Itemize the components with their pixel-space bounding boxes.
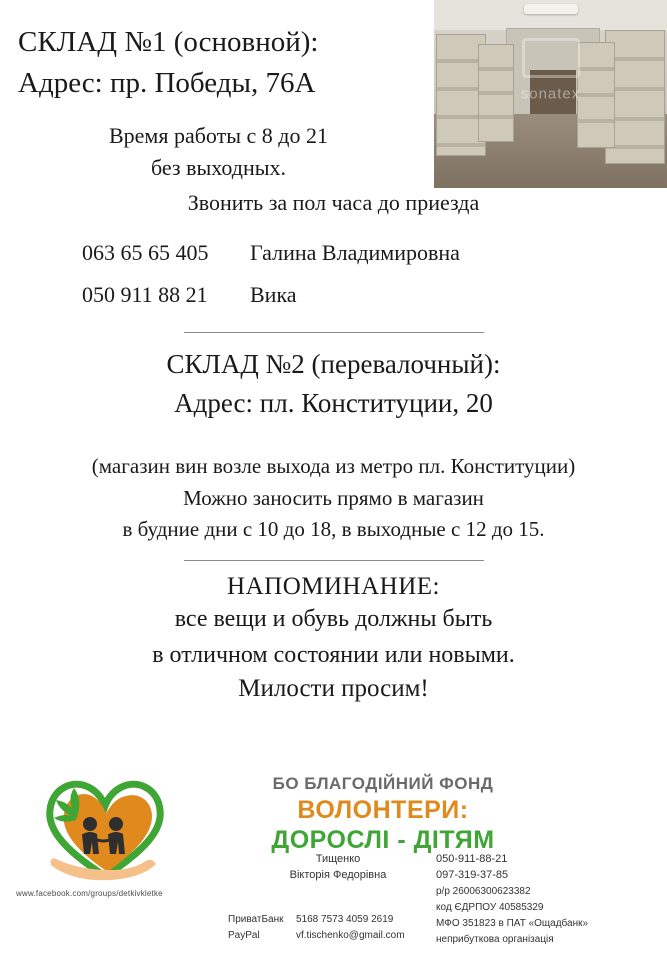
contact-phone[interactable]: 050 911 88 21	[82, 281, 208, 307]
warehouse2-note-line3: в будние дни с 10 до 18, в выходные с 12 до 15.	[122, 517, 545, 542]
requisite-edrpou: код ЄДРПОУ 40585329	[436, 902, 544, 913]
contact-fullname: Вікторія Федорівна	[289, 868, 387, 881]
bank-row	[228, 912, 405, 928]
photo-shelf-board	[578, 93, 614, 97]
photo-shelf-board	[437, 143, 485, 147]
warehouse2-notes	[0, 451, 667, 546]
photo-shelf-board	[578, 119, 614, 123]
photo-shelf-board	[578, 67, 614, 71]
photo-shelf-board	[479, 91, 513, 95]
contact-name: Вика	[250, 281, 297, 307]
requisite-nonprofit: неприбуткова організація	[436, 934, 554, 945]
warehouse2-note-line2: Можно заносить прямо в магазин	[183, 485, 484, 510]
warehouse1-hours-line2: без выходных.	[150, 155, 287, 181]
fund-phone-2[interactable]: 097-319-37-85	[436, 868, 509, 881]
warehouse2-title: СКЛАД №2 (перевалочный):	[166, 349, 501, 379]
divider	[184, 332, 484, 333]
warehouse1-title: СКЛАД №1 (основной):	[18, 26, 319, 58]
reminder-line1: все вещи и обувь должны быть	[174, 605, 493, 632]
warehouse2-heading	[0, 345, 667, 423]
fund-line1: БО БЛАГОДІЙНИЙ ФОНД	[272, 774, 494, 793]
fund-name	[218, 774, 548, 855]
reminder-line3: Милости просим!	[238, 674, 429, 702]
heart-hand-children-icon	[30, 772, 180, 884]
photo-shelf-rack	[478, 44, 514, 142]
photo-shelf-board	[479, 115, 513, 119]
photo-lamp	[524, 4, 578, 14]
photo-shelf-rack	[577, 42, 615, 148]
warehouse1-address: Адрес: пр. Победы, 76А	[18, 67, 316, 100]
warehouse1-hours-line1: Время работы с 8 до 21	[108, 123, 328, 149]
reminder-block	[0, 573, 667, 703]
reminder-line2: в отличном состоянии или новыми.	[152, 641, 515, 668]
divider	[184, 560, 484, 561]
facebook-url[interactable]: www.facebook.com/groups/detkivkletke	[16, 889, 163, 898]
warehouse2-address: Адрес: пл. Конституции, 20	[174, 388, 493, 419]
reminder-title: НАПОМИНАНИЕ:	[227, 572, 440, 600]
bank-card-number: 5168 7573 4059 2619	[296, 914, 394, 925]
warehouse1-contacts	[0, 232, 667, 316]
fund-phones	[436, 852, 508, 884]
fund-line2: ВОЛОНТЕРИ:	[297, 796, 469, 824]
contact-name: Галина Владимировна	[250, 240, 460, 266]
contact-row	[82, 274, 667, 316]
paypal-email[interactable]: vf.tischenko@gmail.com	[296, 930, 405, 941]
bank-label: ПриватБанк	[228, 914, 284, 925]
paypal-label: PayPal	[228, 930, 260, 941]
bank-row	[228, 928, 405, 944]
watermark-logo-icon	[522, 38, 580, 78]
requisite-account: р/р 26006300623382	[436, 886, 531, 897]
fund-contact-person	[268, 852, 408, 884]
photo-watermark: sonatex	[520, 85, 581, 103]
warehouse-photo	[434, 0, 667, 188]
payment-details	[228, 912, 405, 944]
footer	[0, 760, 667, 960]
top-section	[0, 0, 667, 318]
photo-shelf-board	[479, 67, 513, 71]
requisite-mfo: МФО 351823 в ПАТ «Ощадбанк»	[436, 918, 589, 929]
fund-phone-1[interactable]: 050-911-88-21	[436, 853, 508, 865]
warehouse1-call-note: Звонить за пол часа до приезда	[187, 190, 480, 216]
contact-row	[82, 232, 667, 274]
fund-line3: ДОРОСЛІ - ДІТЯМ	[271, 826, 495, 854]
fund-logo	[10, 770, 200, 920]
contact-surname: Тищенко	[315, 853, 361, 865]
warehouse2-note-line1: (магазин вин возле выхода из метро пл. Конституции)	[91, 454, 576, 479]
legal-requisites	[436, 884, 588, 948]
contact-phone[interactable]: 063 65 65 405	[82, 240, 209, 266]
